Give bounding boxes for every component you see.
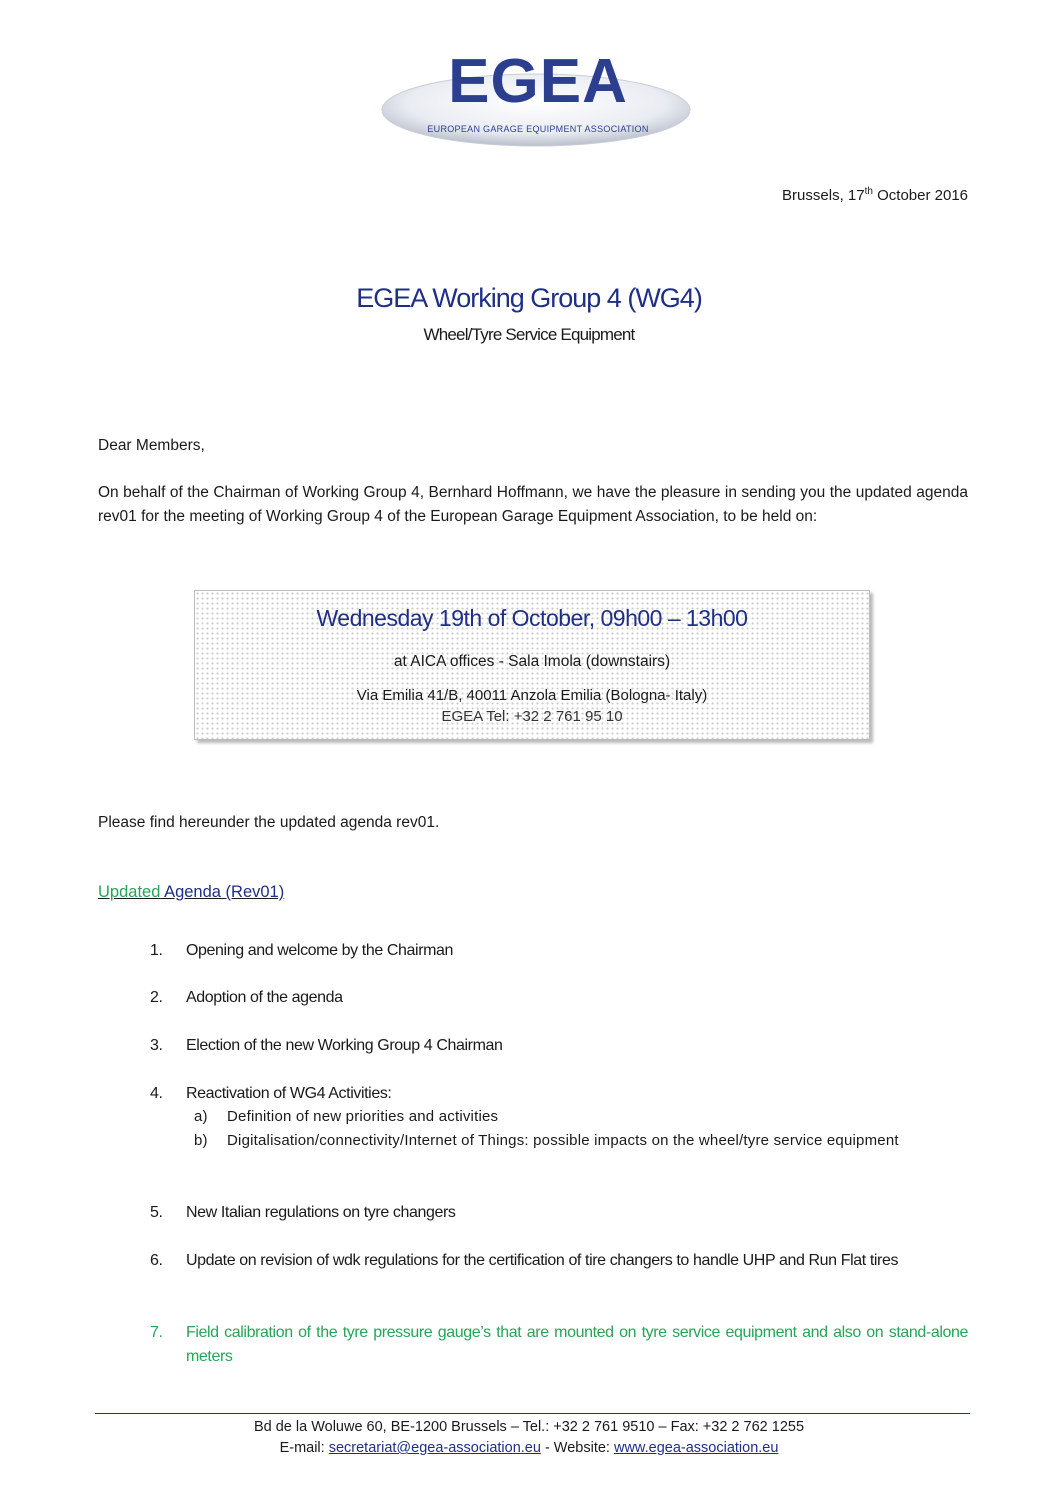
agenda-subitem: b) Digitalisation/connectivity/Internet of Things: possible impacts on the wheel/tyre service equipment	[194, 1132, 899, 1149]
please-find-text: Please find hereunder the updated agenda rev01.	[98, 814, 440, 831]
meeting-info-box	[194, 590, 870, 740]
logo-wordmark: EGEA	[448, 47, 628, 116]
greeting: Dear Members,	[98, 437, 205, 454]
footer-contact: E-mail: secretariat@egea-association.eu - Website: www.egea-association.eu	[279, 1440, 779, 1456]
agenda-heading: Updated Agenda (Rev01)	[98, 883, 285, 901]
logo-tagline: EUROPEAN GARAGE EQUIPMENT ASSOCIATION	[427, 124, 649, 134]
footer-address: Bd de la Woluwe 60, BE-1200 Brussels – Tel.: +32 2 761 9510 – Fax: +32 2 762 1255	[253, 1419, 805, 1435]
agenda-item: 1. Opening and welcome by the Chairman	[150, 942, 454, 959]
meeting-telephone: EGEA Tel: +32 2 761 95 10	[441, 708, 623, 725]
meeting-datetime: Wednesday 19th of October, 09h00 – 13h00	[316, 605, 748, 631]
agenda-item: 7. Field calibration of the tyre pressure gauge’s that are mounted on tyre service equipment and also on stand-alone meters	[150, 1324, 968, 1365]
agenda-subitem: a) Definition of new priorities and activities	[194, 1108, 499, 1125]
footer-divider	[95, 1413, 970, 1414]
letter-date: Brussels, 17th October 2016	[782, 186, 968, 204]
meeting-address: Via Emilia 41/B, 40011 Anzola Emilia (Bologna- Italy)	[356, 687, 708, 704]
document-subtitle: Wheel/Tyre Service Equipment	[423, 325, 635, 344]
document-title: EGEA Working Group 4 (WG4)	[356, 283, 702, 313]
intro-paragraph: On behalf of the Chairman of Working Group 4, Bernhard Hoffmann, we have the pleasure in sending you the updated agenda rev01 for the meeting of Working Group 4 of the European Garage Equipment Association, to be held on:	[98, 484, 968, 525]
agenda-item: 6. Update on revision of wdk regulations for the certification of tire changers to handle UHP and Run Flat tires	[150, 1252, 899, 1269]
egea-logo	[380, 44, 692, 148]
meeting-venue: at AICA offices - Sala Imola (downstairs)	[393, 653, 671, 670]
agenda-item: 2. Adoption of the agenda	[150, 989, 343, 1006]
agenda-item: 5. New Italian regulations on tyre changers	[150, 1204, 456, 1221]
agenda-item: 4. Reactivation of WG4 Activities:	[150, 1085, 392, 1102]
agenda-item: 3. Election of the new Working Group 4 Chairman	[150, 1037, 503, 1054]
website-link[interactable]: www.egea-association.eu	[613, 1440, 779, 1456]
email-link[interactable]: secretariat@egea-association.eu	[328, 1440, 541, 1456]
